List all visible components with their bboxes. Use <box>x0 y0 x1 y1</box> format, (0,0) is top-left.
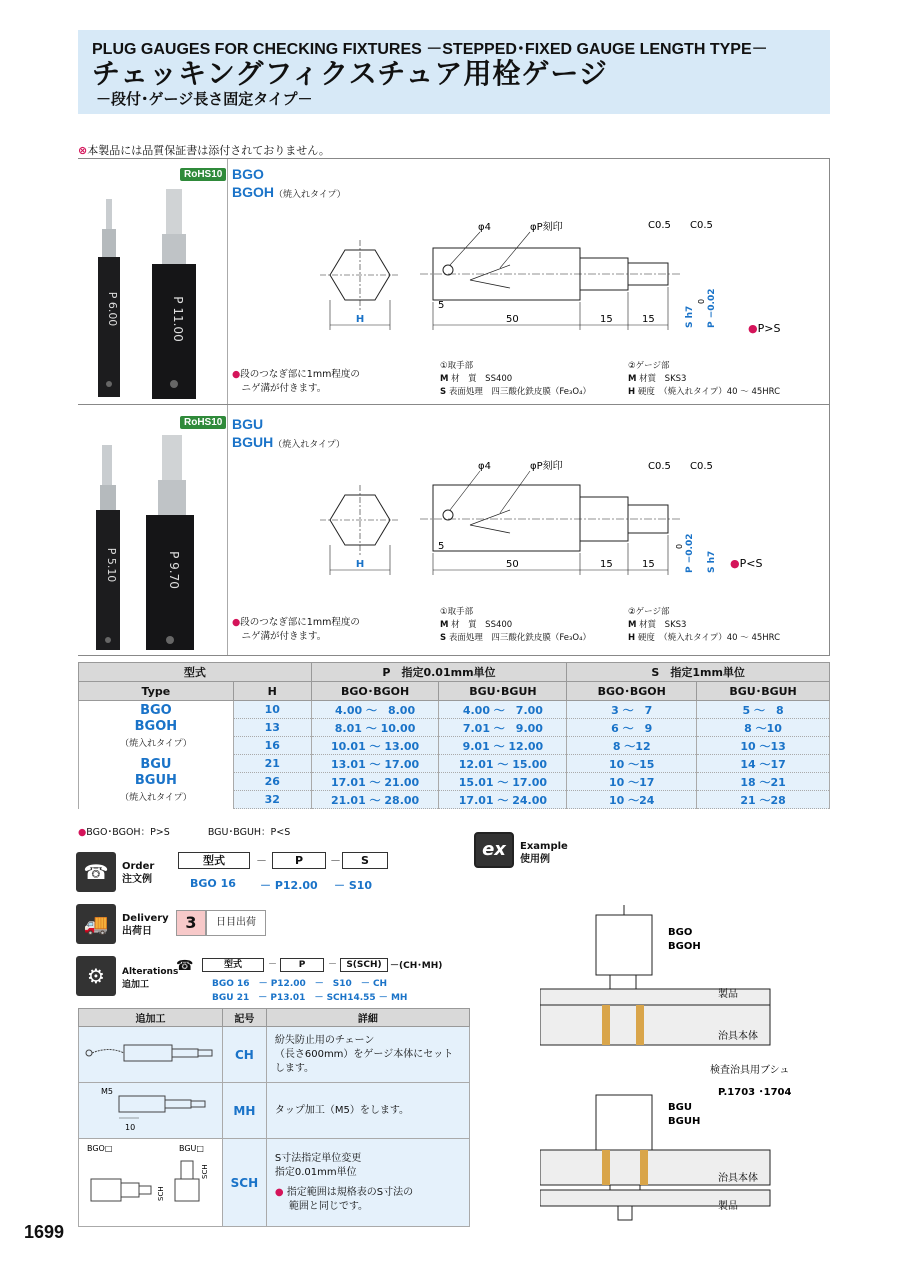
material-1: ①取手部 M 材 質 SS400 S 表面処理 四三酸化鉄皮膜（Fe₃O₄） <box>440 361 591 397</box>
gauge-photo-image <box>78 159 228 404</box>
alterations-table: 追加工 記号 詳細 CH 紛失防止用のチェーン （長さ600mm）をゲージ本体にセット します。 M5 10 MH タップ加工（M5）をします。 BGO□ BGU□ SCH SCH SCH S寸法指定単位変更 指定0.01mm単位 ● 指定範囲は規格表のS寸法の 範囲と同じです。 <box>78 1008 470 1227</box>
phone-icon: ☎ <box>76 852 116 892</box>
delivery-label: Delivery 出荷日 <box>122 913 169 937</box>
table-row: 26 17.01 ～ 21.00 15.01 ～ 17.00 10 ～17 18 ～21 <box>79 773 830 791</box>
table-row: 32 21.01 ～ 28.00 17.01 ～ 24.00 10 ～24 21 ～28 <box>79 791 830 809</box>
svg-text:BGUH: BGUH <box>668 1116 701 1127</box>
order-col-s: S <box>342 852 388 869</box>
table-row: CH 紛失防止用のチェーン （長さ600mm）をゲージ本体にセット します。 <box>79 1027 470 1083</box>
th-type: Type <box>79 682 234 701</box>
drawing-bgu <box>320 455 780 585</box>
dim-p002-2: P −0.02 <box>685 533 695 573</box>
cross-icon: ⊗ <box>78 144 88 157</box>
quality-note: ⊗本製品には品質保証書は添付されておりません。 <box>78 144 330 157</box>
table-row: BGO□ BGU□ SCH SCH SCH S寸法指定単位変更 指定0.01mm単位 ● 指定範囲は規格表のS寸法の 範囲と同じです。 <box>79 1139 470 1227</box>
svg-text:治具本体: 治具本体 <box>718 1031 758 1042</box>
rohs-badge-2: RoHS10 <box>180 416 226 429</box>
dim-H-2: H <box>355 559 365 570</box>
dim-5-2: 5 <box>438 541 445 552</box>
delivery-days: 3 <box>176 910 206 936</box>
svg-text:治具本体: 治具本体 <box>718 1173 758 1184</box>
chain-image <box>79 1027 223 1083</box>
dim-H: H <box>355 314 365 325</box>
page-number: 1699 <box>24 1222 65 1242</box>
table-footnote: ●BGO･BGOH：P>S BGU･BGUH：P<S <box>78 827 291 838</box>
svg-text:BGO□: BGO□ <box>87 1144 113 1153</box>
th-p: P 指定0.01mm単位 <box>311 663 567 682</box>
table-row: 16 10.01 ～ 13.00 9.01 ～ 12.00 8 ～12 10 ～13 <box>79 737 830 755</box>
svg-text:BGU: BGU <box>668 1102 692 1113</box>
table-row: BGU BGUH （焼入れタイプ） 21 13.01 ～ 17.00 12.01 ～ 15.00 10 ～15 14 ～17 <box>79 755 830 773</box>
order-col-type: 型式 <box>178 852 250 869</box>
sch-image <box>79 1139 223 1227</box>
svg-text:製品: 製品 <box>718 989 738 1000</box>
order-label: Order 注文例 <box>122 861 155 885</box>
dim-c05a-2: C0.5 <box>648 461 671 472</box>
dim-p0: 0 <box>697 298 706 304</box>
material-4: ②ゲージ部 M 材質 SKS3 H 硬度 （焼入れタイプ）40 ～ 45HRC <box>628 607 781 643</box>
dim-50: 50 <box>506 314 519 325</box>
type-bgo-cell: BGO BGOH （焼入れタイプ） <box>79 701 234 755</box>
svg-text:SCH: SCH <box>157 1186 165 1201</box>
example-icon: ex <box>474 832 514 868</box>
dim-sh7: S h7 <box>685 305 695 328</box>
dim-15a-2: 15 <box>600 559 613 570</box>
tap-image <box>79 1083 223 1139</box>
condition-pgs: ●P>S <box>748 322 780 335</box>
gauge-photo-image-2 <box>78 405 228 655</box>
dim-15a: 15 <box>600 314 613 325</box>
note-groove-2: ●段のつなぎ部に1mm程度の ニゲ溝が付きます。 <box>232 617 360 642</box>
model-bgoh: BGOH（焼入れタイプ） <box>232 184 346 200</box>
dim-phi4-2: φ4 <box>478 461 491 472</box>
subtitle-jp: －段付･ゲージ長さ固定タイプ－ <box>96 90 313 108</box>
dim-p0-2: 0 <box>675 543 684 549</box>
dim-c05b-2: C0.5 <box>690 461 713 472</box>
alterations-label: Alterations 追加工 <box>122 967 179 990</box>
rohs-badge: RoHS10 <box>180 168 226 181</box>
dim-phiP: φP刻印 <box>530 222 563 233</box>
table-row: M5 10 MH タップ加工（M5）をします。 <box>79 1083 470 1139</box>
drill-icon: ⚙ <box>76 956 116 996</box>
order-val-s: S10 <box>348 879 373 892</box>
photo-label-2: P 11.00 <box>171 296 185 342</box>
svg-text:M5: M5 <box>101 1087 113 1096</box>
svg-text:10: 10 <box>125 1123 136 1132</box>
material-3: ①取手部 M 材 質 SS400 S 表面処理 四三酸化鉄皮膜（Fe₃O₄） <box>440 607 591 643</box>
dim-50-2: 50 <box>506 559 519 570</box>
phone-icon-small: ☎ <box>176 958 194 974</box>
model-bgu: BGU <box>232 416 264 432</box>
svg-text:BGOH: BGOH <box>668 941 701 952</box>
material-2: ②ゲージ部 M 材質 SKS3 H 硬度 （焼入れタイプ）40 ～ 45HRC <box>628 361 781 397</box>
table-row: BGO BGOH （焼入れタイプ） 10 4.00 ～ 8.00 4.00 ～ 7.00 3 ～ 7 5 ～ 8 <box>79 701 830 719</box>
order-val-type: BGO 16 <box>190 877 236 890</box>
dim-p002: P −0.02 <box>707 288 717 328</box>
svg-text:SCH: SCH <box>201 1164 209 1179</box>
dim-sh7-2: S h7 <box>707 550 717 573</box>
title-en: PLUG GAUGES FOR CHECKING FIXTURES －STEPPED･FIXED GAUGE LENGTH TYPE－ <box>92 41 768 58</box>
th-H: H <box>233 682 311 701</box>
svg-text:BGU□: BGU□ <box>179 1144 204 1153</box>
photo-label-1: P 6.00 <box>106 291 119 327</box>
svg-text:P.1703 ･1704: P.1703 ･1704 <box>718 1087 792 1098</box>
example-label: Example 使用例 <box>520 841 568 865</box>
photo-bgu <box>78 405 228 655</box>
th-type-jp: 型式 <box>79 663 312 682</box>
type-bgu-cell: BGU BGUH （焼入れタイプ） <box>79 755 234 809</box>
dim-phiP-2: φP刻印 <box>530 461 563 472</box>
dim-15b-2: 15 <box>642 559 655 570</box>
photo-bgo <box>78 159 228 404</box>
th-s: S 指定1mm単位 <box>567 663 830 682</box>
spec-table: 型式 P 指定0.01mm単位 S 指定1mm単位 Type H BGO･BGOH BGU･BGUH BGO･BGOH BGU･BGUH BGO BGOH （焼入れタイプ） 10 4.00 ～ 8.00 4.00 ～ 7.00 3 ～ 7 5 ～ 8 13 8.01 ～ 10.00 7.01 ～ 9.00 6 ～ 9 8 ～10 16 10.01 ～ 13.00 9.01 ～ 12.00 8 ～12 10 ～13 BGU BGUH （焼入れタイプ） 21 13.01 ～ 17.00 12.01 ～ 15.00 10 ～15 14 ～17 26 17.01 ～ 21.00 15.01 ～ 17.00 10 ～17 18 ～21 32 21.01 ～ 28.00 17.01 ～ 24.00 10 ～24 21 ～28 <box>78 662 830 809</box>
condition-pls: ●P<S <box>730 557 763 570</box>
order-col-p: P <box>272 852 326 869</box>
table-row: 13 8.01 ～ 10.00 7.01 ～ 9.00 6 ～ 9 8 ～10 <box>79 719 830 737</box>
photo-label-3: P 5.10 <box>105 547 118 583</box>
drawing-bgo <box>320 210 780 340</box>
svg-text:BGO: BGO <box>668 927 693 938</box>
svg-text:検査治具用ブシュ: 検査治具用ブシュ <box>710 1065 790 1076</box>
photo-label-4: P 9.70 <box>167 551 181 589</box>
dim-c05b: C0.5 <box>690 220 713 231</box>
dim-c05a: C0.5 <box>648 220 671 231</box>
model-bgo: BGO <box>232 166 264 182</box>
delivery-unit: 日目出荷 <box>206 910 266 936</box>
usage-diagram <box>540 905 820 1235</box>
title-jp: チェッキングフィクスチュア用栓ゲージ <box>92 57 608 90</box>
dim-phi4: φ4 <box>478 222 491 233</box>
dim-5: 5 <box>438 300 445 311</box>
svg-text:製品: 製品 <box>718 1201 738 1212</box>
truck-icon: 🚚 <box>76 904 116 944</box>
model-bguh: BGUH（焼入れタイプ） <box>232 434 345 450</box>
note-groove-1: ●段のつなぎ部に1mm程度の ニゲ溝が付きます。 <box>232 369 360 394</box>
order-val-p: P12.00 <box>274 879 318 892</box>
dim-15b: 15 <box>642 314 655 325</box>
